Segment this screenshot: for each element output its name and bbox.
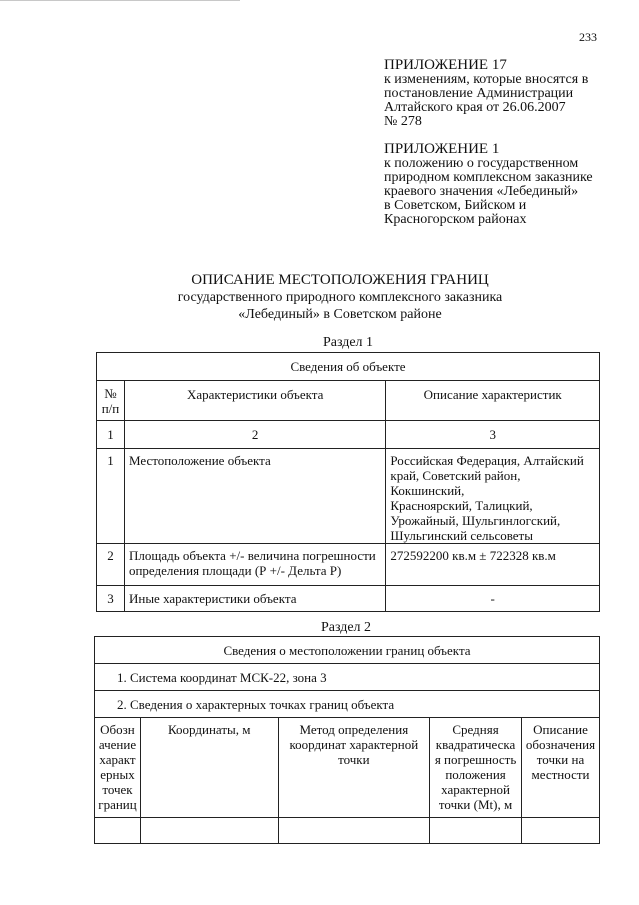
header-marking bbox=[522, 718, 600, 818]
empty-cell bbox=[278, 818, 430, 844]
header-line: границ bbox=[98, 797, 137, 812]
row-num: 3 bbox=[97, 586, 125, 612]
page-number: 233 bbox=[579, 30, 597, 44]
table-row bbox=[97, 449, 600, 544]
header-line: характ bbox=[99, 752, 136, 767]
header-line: Обозн bbox=[100, 722, 135, 737]
appendix-1-block bbox=[384, 141, 593, 227]
appendix-1-line: в Советском, Бийском и bbox=[384, 198, 527, 213]
title-line-1: ОПИСАНИЕ МЕСТОПОЛОЖЕНИЯ ГРАНИЦ bbox=[191, 272, 489, 288]
title-line-2: государственного природного комплексного заказника bbox=[177, 290, 503, 305]
appendix-1-line: к положению о государственном bbox=[384, 156, 579, 171]
header-line: я погрешность bbox=[434, 752, 517, 767]
characteristic-line: Площадь объекта +/- величина погрешности bbox=[128, 548, 376, 563]
appendix-17-line: Алтайского края от 26.06.2007 bbox=[384, 100, 566, 115]
document-title bbox=[100, 272, 580, 323]
row-num: 2 bbox=[97, 544, 125, 586]
header-line: точки (Mt), м bbox=[438, 797, 513, 812]
description-line: Урожайный, Шульгинлогский, bbox=[390, 513, 561, 528]
appendix-1-line: природном комплексном заказнике bbox=[384, 170, 593, 185]
empty-cell bbox=[95, 818, 141, 844]
header-num-line: п/п bbox=[101, 400, 120, 416]
header-line: положения bbox=[445, 767, 506, 782]
header-line: точек bbox=[102, 782, 133, 797]
appendix-17-heading: ПРИЛОЖЕНИЕ 17 bbox=[384, 57, 507, 73]
header-line: Средняя bbox=[452, 722, 499, 737]
appendix-1-line: Красногорском районах bbox=[384, 212, 527, 227]
header-mse bbox=[430, 718, 522, 818]
appendix-17-line: № 278 bbox=[384, 114, 422, 129]
index-cell: 2 bbox=[124, 421, 385, 449]
appendix-17-line: постановление Администрации bbox=[384, 86, 574, 101]
characteristic-line: определения площади (Р +/- Дельта Р) bbox=[128, 563, 342, 578]
header-line: Описание bbox=[533, 722, 588, 737]
index-cell: 1 bbox=[97, 421, 125, 449]
description-line: край, Советский район, Кокшинский, bbox=[390, 468, 521, 498]
coordinate-system: 1. Система координат МСК-22, зона 3 bbox=[95, 664, 600, 691]
index-cell: 3 bbox=[386, 421, 600, 449]
object-info-table bbox=[96, 352, 600, 612]
row-description: - bbox=[386, 586, 600, 612]
table-caption: Сведения о местоположении границ объекта bbox=[95, 637, 600, 664]
header-method bbox=[278, 718, 430, 818]
title-line-3: «Лебединый» в Советском районе bbox=[238, 307, 442, 322]
boundary-info-table bbox=[94, 636, 600, 844]
header-line: местности bbox=[531, 767, 590, 782]
header-coordinates: Координаты, м bbox=[140, 718, 278, 818]
table-row bbox=[97, 586, 600, 612]
header-line: квадратическа bbox=[435, 737, 516, 752]
description-line: Красноярский, Талицкий, bbox=[390, 498, 533, 513]
header-num-line: № bbox=[104, 385, 117, 401]
appendix-17-line: к изменениям, которые вносятся в bbox=[384, 72, 589, 87]
header-line: точки bbox=[338, 752, 370, 767]
description-line: Российская Федерация, Алтайский bbox=[390, 453, 584, 468]
header-num bbox=[97, 381, 125, 421]
header-line: координат характерной bbox=[289, 737, 419, 752]
top-rule bbox=[0, 0, 240, 1]
header-line: ачение bbox=[98, 737, 137, 752]
header-line: ерных bbox=[100, 767, 135, 782]
header-characteristics: Характеристики объекта bbox=[124, 381, 385, 421]
header-line: обозначения bbox=[525, 737, 596, 752]
row-description: 272592200 кв.м ± 722328 кв.м bbox=[386, 544, 600, 586]
table-caption: Сведения об объекте bbox=[97, 353, 600, 381]
appendix-1-heading: ПРИЛОЖЕНИЕ 1 bbox=[384, 141, 500, 157]
empty-cell bbox=[140, 818, 278, 844]
row-num: 1 bbox=[97, 449, 125, 544]
empty-cell bbox=[430, 818, 522, 844]
table-row bbox=[97, 544, 600, 586]
points-caption: 2. Сведения о характерных точках границ объекта bbox=[95, 691, 600, 718]
row-characteristic: Местоположение объекта bbox=[124, 449, 385, 544]
appendix-1-line: краевого значения «Лебединый» bbox=[384, 184, 579, 199]
header-line: характерной bbox=[441, 782, 510, 797]
section-2-label: Раздел 2 bbox=[320, 620, 372, 635]
table-row bbox=[95, 818, 600, 844]
header-description: Описание характеристик bbox=[386, 381, 600, 421]
appendix-17-block bbox=[384, 57, 588, 129]
empty-cell bbox=[522, 818, 600, 844]
header-line: Метод определения bbox=[299, 722, 409, 737]
description-line: Шульгинский сельсоветы bbox=[390, 528, 533, 543]
row-description bbox=[386, 449, 600, 544]
row-characteristic bbox=[124, 544, 385, 586]
header-designation bbox=[95, 718, 141, 818]
row-characteristic: Иные характеристики объекта bbox=[124, 586, 385, 612]
header-line: точки на bbox=[536, 752, 585, 767]
section-1-label: Раздел 1 bbox=[322, 335, 374, 350]
